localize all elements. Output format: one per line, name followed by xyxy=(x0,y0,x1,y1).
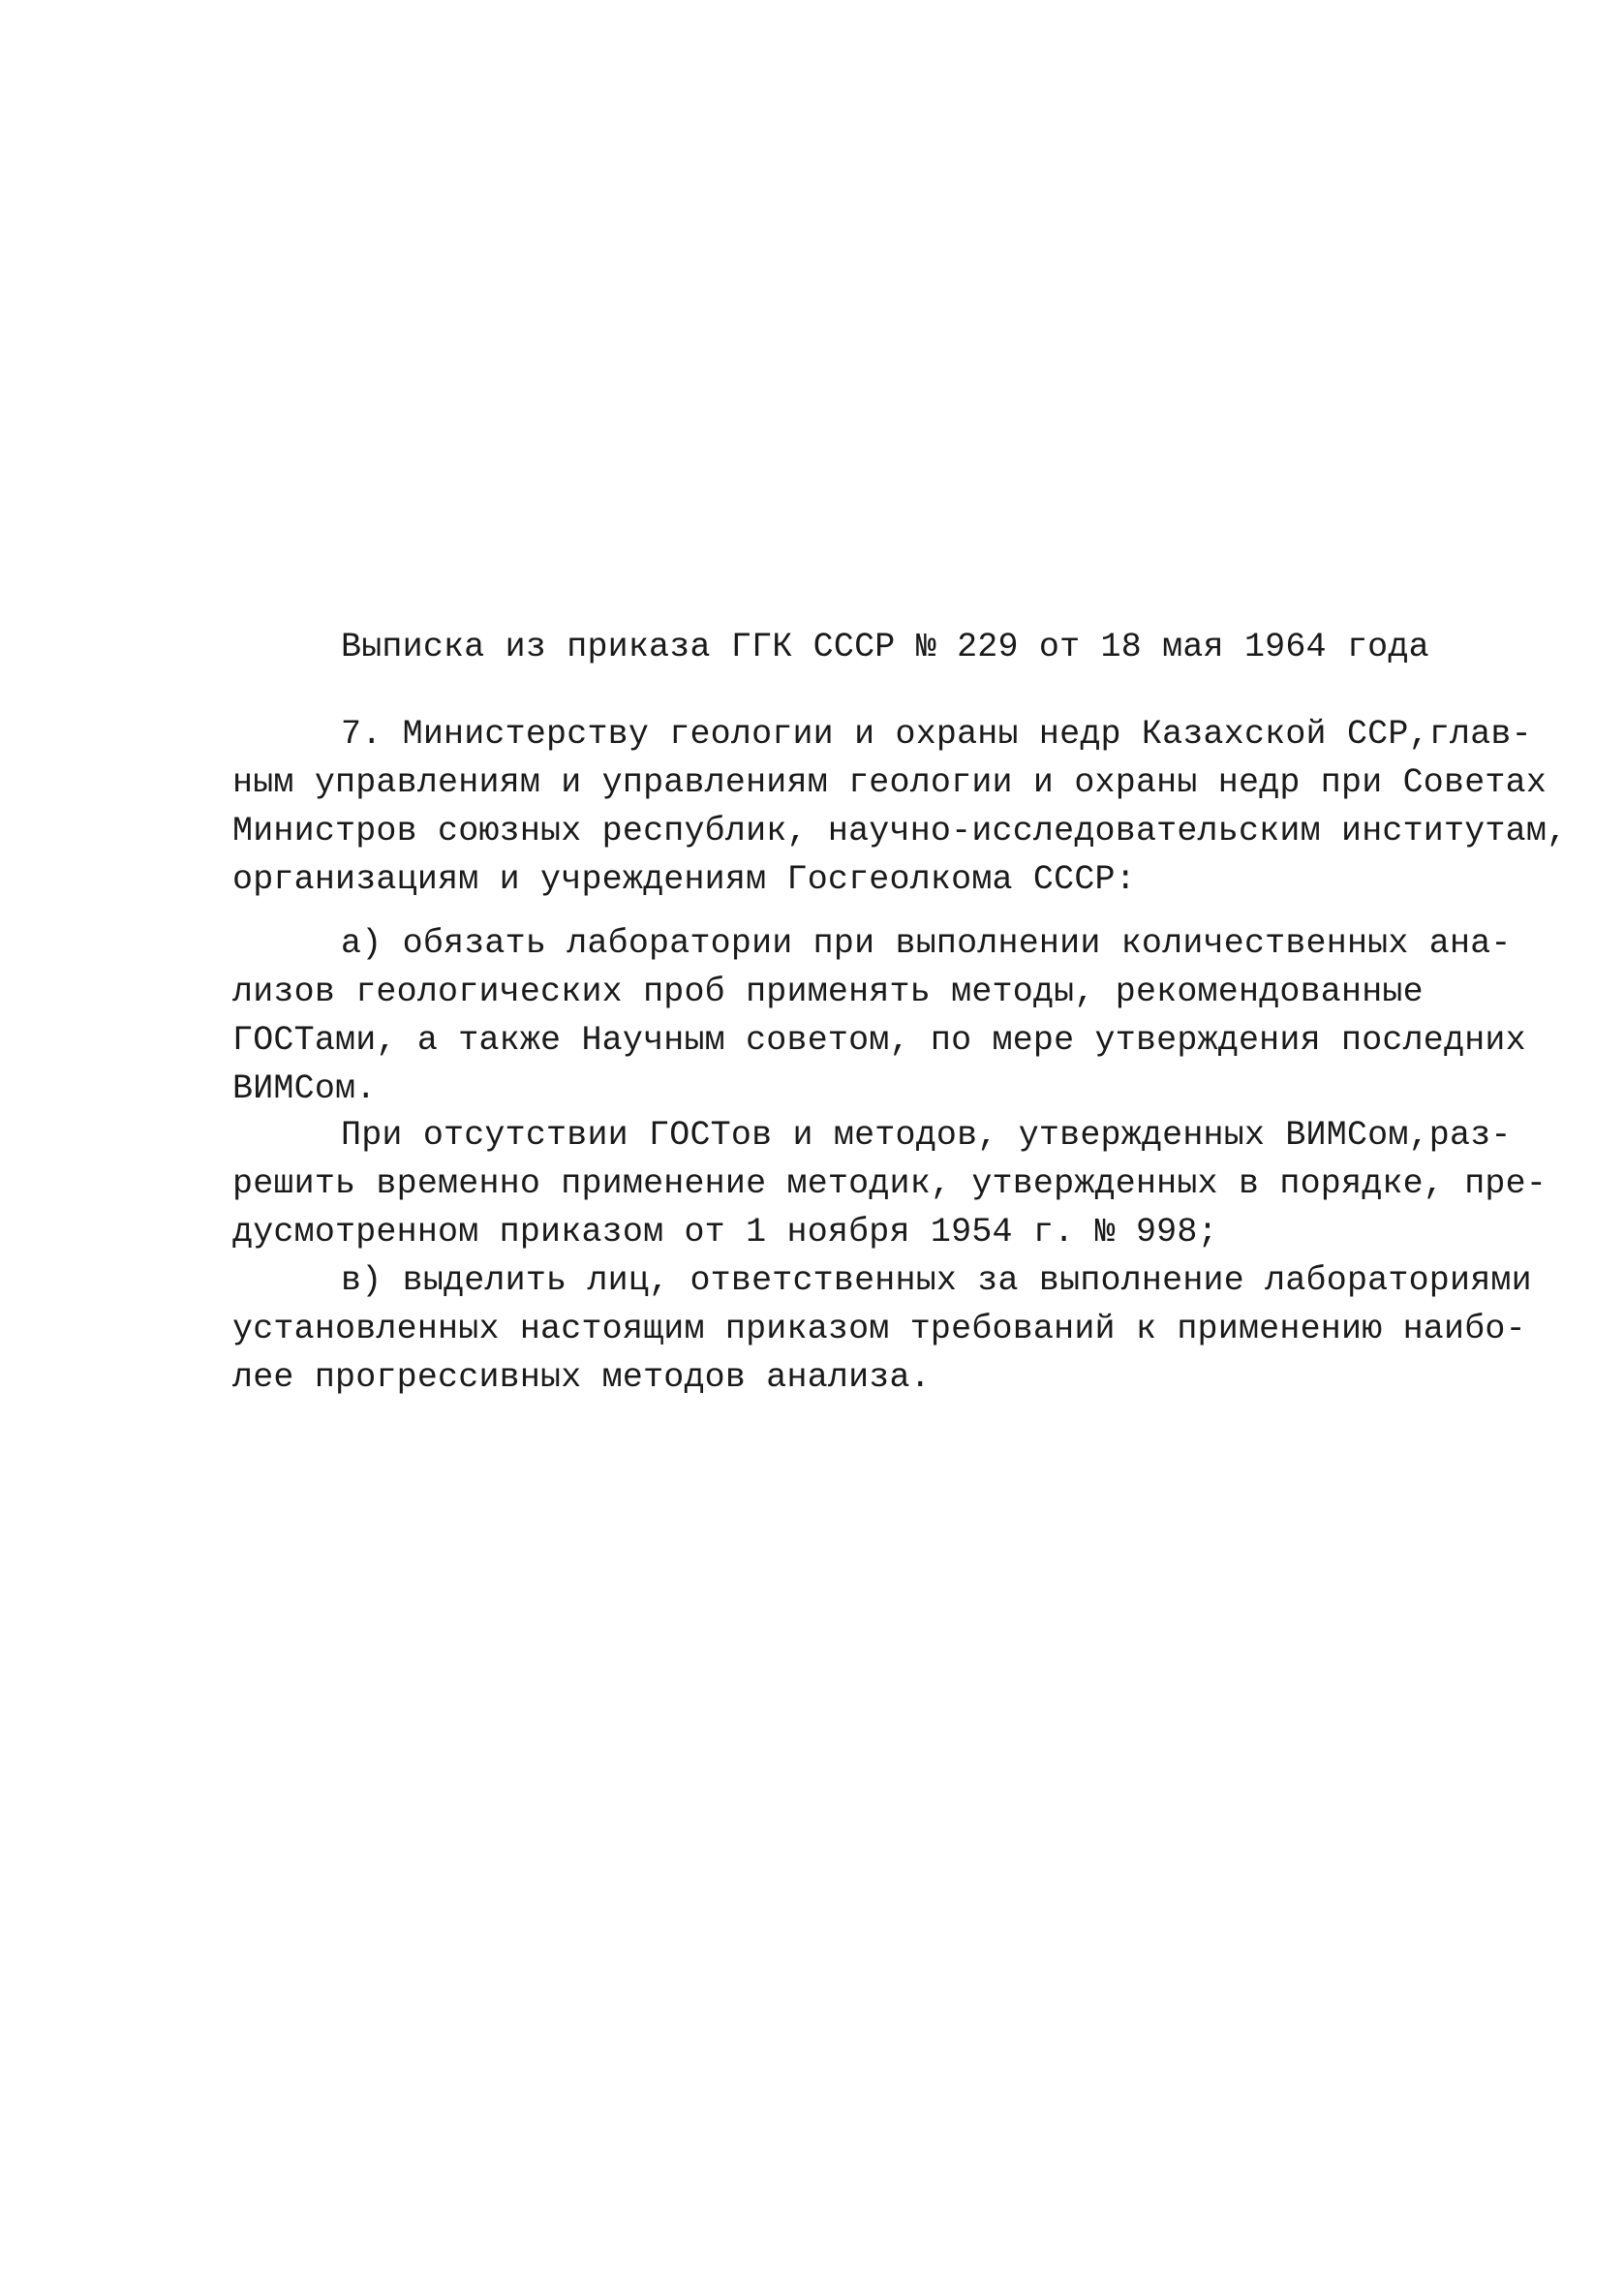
paragraph-7-line-2: ным управлениям и управлениям геологии и охраны недр при Советах xyxy=(232,763,1547,802)
subparagraph-a-line-3: ГОСТами, а также Научным советом, по мере утверждения последних xyxy=(232,1021,1526,1060)
absence-paragraph-line-3: дусмотренном приказом от 1 ноября 1954 г. № 998; xyxy=(232,1213,1218,1252)
absence-paragraph-line-1: При отсутствии ГОСТов и методов, утвержденных ВИМСом,раз- xyxy=(341,1116,1512,1155)
document-title: Выписка из приказа ГГК СССР № 229 от 18 мая 1964 года xyxy=(341,628,1429,666)
paragraph-7-line-4: организациям и учреждениям Госгеолкома СССР: xyxy=(232,860,1136,899)
paragraph-7-line-1: 7. Министерству геологии и охраны недр Казахской ССР,глав- xyxy=(341,715,1532,754)
absence-paragraph-line-2: решить временно применение методик, утвержденных в порядке, пре- xyxy=(232,1164,1547,1203)
subparagraph-v-line-3: лее прогрессивных методов анализа. xyxy=(232,1358,931,1397)
paragraph-7-line-3: Министров союзных республик, научно-исследовательским институтам, xyxy=(232,812,1568,850)
subparagraph-v-line-1: в) выделить лиц, ответственных за выполнение лабораториями xyxy=(341,1261,1532,1300)
subparagraph-v-line-2: установленных настоящим приказом требований к применению наибо- xyxy=(232,1310,1526,1348)
subparagraph-a-line-4: ВИМСом. xyxy=(232,1069,377,1108)
subparagraph-a-line-1: а) обязать лаборатории при выполнении количественных ана- xyxy=(341,924,1512,963)
subparagraph-a-line-2: лизов геологических проб применять методы, рекомендованные xyxy=(232,973,1424,1011)
